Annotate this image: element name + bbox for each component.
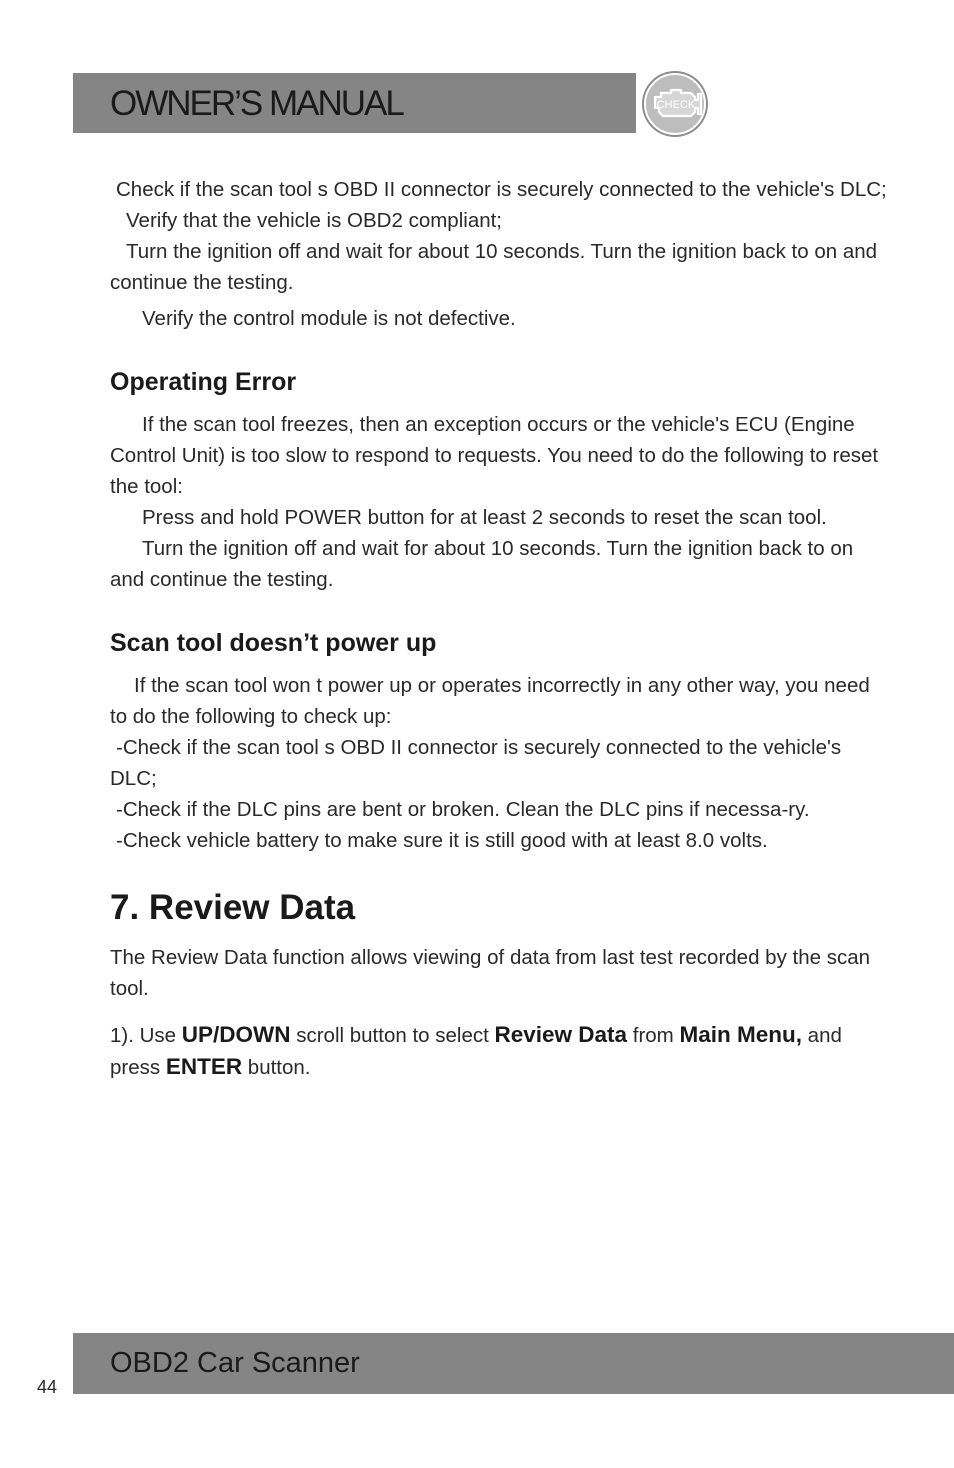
- key-enter: ENTER: [165, 1054, 243, 1079]
- troubleshoot-item: Verify that the vehicle is OBD2 compliant;: [126, 209, 503, 232]
- troubleshoot-item: Turn the ignition off and wait for about 10 seconds. Turn the ignition back to on and continue the testing.: [110, 240, 878, 294]
- check-engine-icon: [641, 70, 709, 138]
- page-header-title: OWNER’S MANUAL: [110, 84, 403, 123]
- page-content: [110, 174, 890, 1083]
- power-up-paragraph: -Check if the DLC pins are bent or broken. Clean the DLC pins if necessa-ry.: [116, 798, 810, 821]
- operating-error-heading: Operating Error: [110, 368, 297, 396]
- review-data-step-1: [110, 1019, 890, 1083]
- operating-error-paragraph: Turn the ignition off and wait for about 10 seconds. Turn the ignition back to on and continue the testing.: [110, 537, 854, 591]
- power-up-paragraph: If the scan tool won t power up or operates incorrectly in any other way, you need to do the following to check up:: [110, 674, 870, 728]
- power-up-paragraph: -Check if the scan tool s OBD II connector is securely connected to the vehicle's DLC;: [110, 736, 842, 790]
- key-up-down: UP/DOWN: [181, 1022, 291, 1047]
- step-text: and press: [110, 1024, 842, 1079]
- menu-main-menu: Main Menu,: [679, 1022, 802, 1047]
- check-engine-label: CHECK: [656, 99, 696, 111]
- menu-review-data: Review Data: [494, 1022, 628, 1047]
- step-text: button.: [242, 1056, 311, 1079]
- page-number: 44: [37, 1377, 58, 1397]
- review-data-intro: The Review Data function allows viewing of data from last test recorded by the scan tool.: [110, 946, 871, 1000]
- power-up-paragraph: -Check vehicle battery to make sure it is still good with at least 8.0 volts.: [116, 829, 768, 852]
- review-data-heading: 7. Review Data: [110, 888, 356, 927]
- troubleshoot-item: Check if the scan tool s OBD II connector is securely connected to the vehicle's DLC;: [116, 178, 887, 201]
- power-up-heading: Scan tool doesn’t power up: [110, 629, 437, 657]
- operating-error-paragraph: Press and hold POWER button for at least 2 seconds to reset the scan tool.: [142, 506, 827, 529]
- step-text: from: [627, 1024, 680, 1047]
- footer-title: OBD2 Car Scanner: [110, 1347, 360, 1379]
- troubleshoot-item: Verify the control module is not defective.: [142, 307, 516, 330]
- step-text: scroll button to select: [290, 1024, 495, 1047]
- operating-error-paragraph: If the scan tool freezes, then an exception occurs or the vehicle's ECU (Engine Control Unit) is too slow to respond to requests. You need to do the following to reset the tool:: [110, 413, 879, 498]
- step-text: 1). Use: [110, 1024, 182, 1047]
